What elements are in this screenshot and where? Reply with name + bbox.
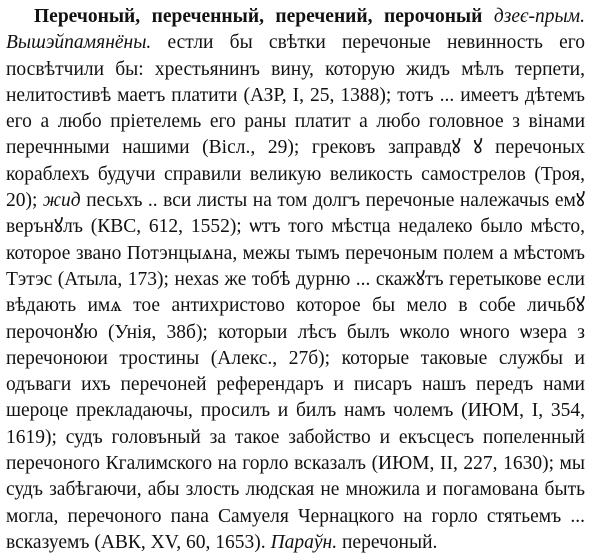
- compare-label: Параўн.: [270, 531, 338, 553]
- entry-text-2: песьхъ .. вси листы на том долгъ перечоные належачыѕ емꙋ верънꙋлъ (КВС, 612, 1552); ѡтъ того мѣстца недалеко было мѣсто, которое звано Потэнцыѧна, межы тымъ перечоным полем а мѣстомъ Тэтэс (Атыла, 173); нехаѕ же тобѣ дурню ... скажꙋтъ геретыкове если вѣдають имѧ тое антихристово которое бы мело в собе личьбꙋ перочонꙋю (Унія, 38б); которыи лѣсъ былъ ѡколо ѡного ѡзера з перечоноюи тростины (Алекс., 27б); которые таковые службы и одъваги ихъ перечоней референдаръ и писаръ нашъ передъ нами шероце прекладаючы, просилъ и билъ намъ чолемъ (ИЮМ, I, 354, 1619); судъ головъный за такое забойство и екъсцесъ попеленный перечоного Кгалимского на горло всказалъ (ИЮМ, II, 227, 1630); мы судъ забѣгаючи, абы злость людская не множила и погамована быть могла, перечоного пана Самуеля Чернацкого на горло стятьемъ ... всказуемъ (АВК, XV, 60, 1653).: [6, 190, 585, 553]
- compare-target: перечоный.: [337, 531, 438, 553]
- entry-gloss: дзеє-прым. Вышэйпамянёны.: [6, 6, 585, 54]
- entry-italic-1: жид: [42, 190, 81, 212]
- entry-text-1: естли бы свѣтки перечоные невинность его посвѣтчили бы: хрестьянинъ вину, которую жидъ мѣлъ терпети, нелитостивѣ маетъ платити (АЗР, I, 25, 1388); тотъ ... имеетъ дѣтемъ его а любо пріетелемь его раны платит а любо головное з вінами перечнными нашими (Вісл., 29); грековъ заправдꙋ ꙋ перечоных кораблехъ будучи справили великую великость самострелов (Троя, 20);: [6, 32, 585, 212]
- dictionary-entry: [6, 4, 585, 556]
- entry-headword: Перечоный, переченный, перечений, перочоный: [34, 6, 483, 27]
